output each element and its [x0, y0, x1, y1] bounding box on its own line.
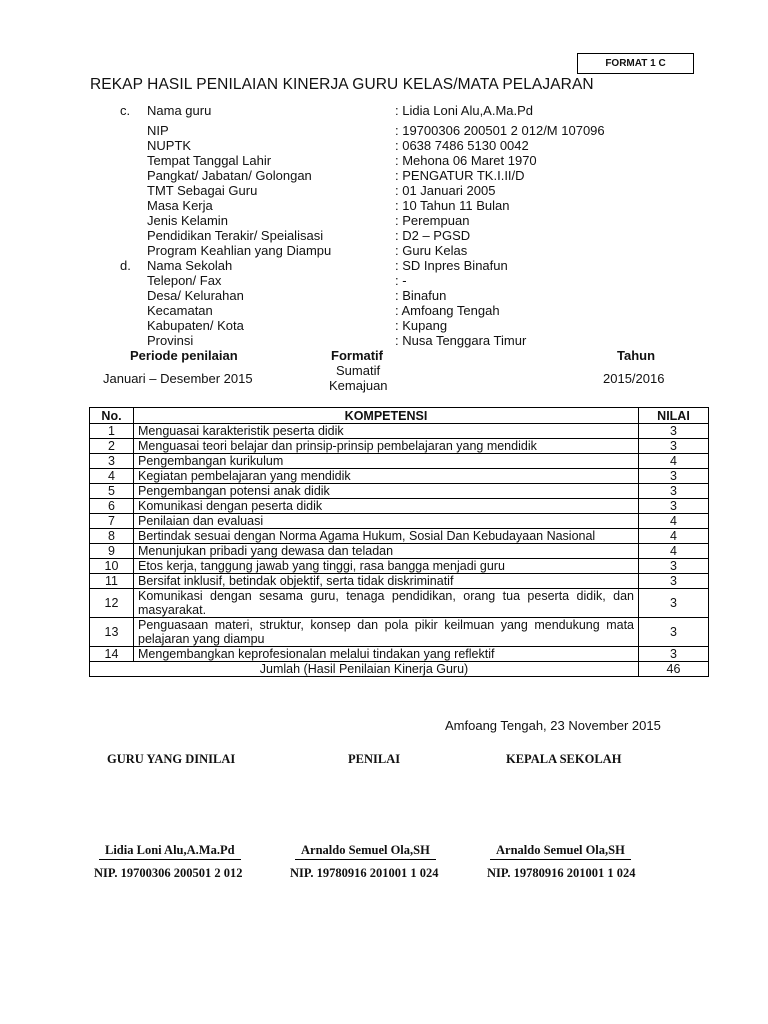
row-score: 3	[639, 469, 709, 484]
row-competency: Etos kerja, tanggung jawab yang tinggi, rasa bangga menjadi guru	[134, 559, 639, 574]
total-value: 46	[639, 662, 709, 677]
info-value: : 19700306 200501 2 012/M 107096	[395, 123, 605, 138]
table-row	[90, 439, 709, 454]
row-score: 3	[639, 618, 709, 647]
table-row	[90, 618, 709, 647]
row-score: 3	[639, 574, 709, 589]
info-label: Desa/ Kelurahan	[147, 288, 244, 303]
row-competency: Komunikasi dengan sesama guru, tenaga pendidikan, orang tua peserta didik, dan masyarakat.	[134, 589, 639, 618]
row-score: 3	[639, 499, 709, 514]
info-label: Telepon/ Fax	[147, 273, 222, 288]
header-nilai: NILAI	[639, 408, 709, 424]
info-value: : Guru Kelas	[395, 243, 468, 258]
info-label: NIP	[147, 123, 169, 138]
year-value: 2015/2016	[603, 371, 665, 386]
info-value: : 10 Tahun 11 Bulan	[395, 198, 510, 213]
row-score: 4	[639, 544, 709, 559]
row-competency: Menunjukan pribadi yang dewasa dan teladan	[134, 544, 639, 559]
row-competency: Mengembangkan keprofesionalan melalui tindakan yang reflektif	[134, 647, 639, 662]
kepala-name: Arnaldo Semuel Ola,SH	[490, 843, 631, 860]
table-row	[90, 589, 709, 618]
kemajuan-label: Kemajuan	[329, 378, 388, 393]
row-score: 3	[639, 647, 709, 662]
row-competency: Pengembangan potensi anak didik	[134, 484, 639, 499]
total-row	[90, 662, 709, 677]
table-header-row	[90, 408, 709, 424]
row-no: 12	[90, 589, 134, 618]
info-label: Kecamatan	[147, 303, 213, 318]
info-value: : -	[395, 273, 407, 288]
year-header: Tahun	[617, 348, 656, 363]
table-row	[90, 469, 709, 484]
info-value: : Binafun	[395, 288, 447, 303]
row-competency: Bersifat inklusif, betindak objektif, serta tidak diskriminatif	[134, 574, 639, 589]
table-row	[90, 647, 709, 662]
penilai-name: Arnaldo Semuel Ola,SH	[295, 843, 436, 860]
info-value: : Perempuan	[395, 213, 470, 228]
table-row	[90, 484, 709, 499]
info-label: Masa Kerja	[147, 198, 213, 213]
info-label: Pendidikan Terakir/ Speialisasi	[147, 228, 324, 243]
period-value: Januari – Desember 2015	[103, 371, 253, 386]
row-no: 4	[90, 469, 134, 484]
guru-heading: GURU YANG DINILAI	[107, 752, 236, 766]
info-label: Program Keahlian yang Diampu	[147, 243, 332, 258]
row-competency: Menguasai karakteristik peserta didik	[134, 424, 639, 439]
info-value: : Nusa Tenggara Timur	[395, 333, 527, 348]
row-no: 9	[90, 544, 134, 559]
table-row	[90, 514, 709, 529]
row-no: 7	[90, 514, 134, 529]
place-date: Amfoang Tengah, 23 November 2015	[445, 718, 661, 733]
row-no: 5	[90, 484, 134, 499]
competency-table	[89, 407, 709, 677]
guru-nip: NIP. 19700306 200501 2 012	[94, 866, 243, 880]
info-value: : PENGATUR TK.I.II/D	[395, 168, 525, 183]
info-label: Kabupaten/ Kota	[147, 318, 244, 333]
table-row	[90, 529, 709, 544]
info-value: : SD Inpres Binafun	[395, 258, 508, 273]
row-score: 3	[639, 424, 709, 439]
row-competency: Penguasaan materi, struktur, konsep dan pola pikir keilmuan yang mendukung mata pelajaran yang diampu	[134, 618, 639, 647]
guru-name: Lidia Loni Alu,A.Ma.Pd	[99, 843, 241, 860]
sumatif-label: Sumatif	[336, 363, 381, 378]
info-label: Provinsi	[147, 333, 194, 348]
row-score: 3	[639, 484, 709, 499]
info-letter: d.	[120, 258, 131, 273]
total-label: Jumlah (Hasil Penilaian Kinerja Guru)	[90, 662, 639, 677]
row-score: 3	[639, 559, 709, 574]
info-label: NUPTK	[147, 138, 192, 153]
info-label: Tempat Tanggal Lahir	[147, 153, 272, 168]
row-no: 3	[90, 454, 134, 469]
formatif-header: Formatif	[331, 348, 383, 363]
header-kompetensi: KOMPETENSI	[134, 408, 639, 424]
row-score: 4	[639, 454, 709, 469]
table-row	[90, 544, 709, 559]
info-value: : Lidia Loni Alu,A.Ma.Pd	[395, 103, 534, 118]
info-value: : 0638 7486 5130 0042	[395, 138, 529, 153]
document-title: REKAP HASIL PENILAIAN KINERJA GURU KELAS/MATA PELAJARAN	[90, 76, 594, 93]
info-label: Nama guru	[147, 103, 212, 118]
header-no: No.	[90, 408, 134, 424]
row-competency: Komunikasi dengan peserta didik	[134, 499, 639, 514]
info-value: : Mehona 06 Maret 1970	[395, 153, 537, 168]
info-value: : Amfoang Tengah	[395, 303, 500, 318]
row-competency: Kegiatan pembelajaran yang mendidik	[134, 469, 639, 484]
row-no: 1	[90, 424, 134, 439]
format-label: FORMAT 1 C	[577, 53, 694, 74]
table-row	[90, 499, 709, 514]
info-label: Nama Sekolah	[147, 258, 233, 273]
info-value: : 01 Januari 2005	[395, 183, 496, 198]
info-label: Jenis Kelamin	[147, 213, 228, 228]
table-row	[90, 574, 709, 589]
kepala-nip: NIP. 19780916 201001 1 024	[487, 866, 636, 880]
row-score: 3	[639, 439, 709, 454]
row-no: 13	[90, 618, 134, 647]
penilai-heading: PENILAI	[348, 752, 401, 766]
row-competency: Penilaian dan evaluasi	[134, 514, 639, 529]
row-competency: Menguasai teori belajar dan prinsip-prinsip pembelajaran yang mendidik	[134, 439, 639, 454]
row-no: 6	[90, 499, 134, 514]
row-competency: Bertindak sesuai dengan Norma Agama Hukum, Sosial Dan Kebudayaan Nasional	[134, 529, 639, 544]
row-no: 10	[90, 559, 134, 574]
row-no: 11	[90, 574, 134, 589]
row-score: 4	[639, 529, 709, 544]
table-row	[90, 454, 709, 469]
table-row	[90, 559, 709, 574]
info-value: : Kupang	[395, 318, 448, 333]
info-letter: c.	[120, 103, 131, 118]
row-competency: Pengembangan kurikulum	[134, 454, 639, 469]
penilai-nip: NIP. 19780916 201001 1 024	[290, 866, 439, 880]
info-value: : D2 – PGSD	[395, 228, 471, 243]
table-row	[90, 424, 709, 439]
row-score: 4	[639, 514, 709, 529]
info-label: Pangkat/ Jabatan/ Golongan	[147, 168, 312, 183]
info-label: TMT Sebagai Guru	[147, 183, 258, 198]
row-score: 3	[639, 589, 709, 618]
period-header: Periode penilaian	[130, 348, 238, 363]
row-no: 14	[90, 647, 134, 662]
kepala-heading: KEPALA SEKOLAH	[506, 752, 622, 766]
row-no: 2	[90, 439, 134, 454]
row-no: 8	[90, 529, 134, 544]
